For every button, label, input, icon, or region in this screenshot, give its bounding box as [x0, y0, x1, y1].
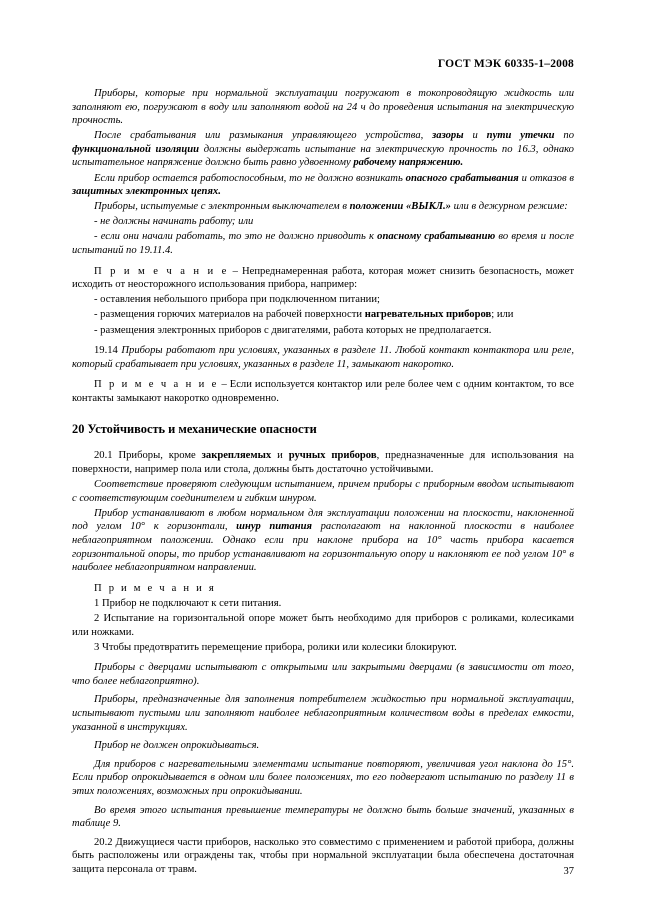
paragraph: [72, 693, 574, 734]
text-run: 20.2 Движущиеся части приборов, насколько это совместимо с применением и работой прибора, должны быть расположены или ограждены так, чтобы при нормальной эксплуатации была обеспечена достаточная защита персонала от травм.: [72, 836, 574, 875]
text-run: по: [554, 130, 575, 142]
paragraph: [72, 597, 574, 611]
text-run: 19.14: [94, 345, 122, 357]
paragraph: [72, 758, 574, 799]
text-run: Во время этого испытания превышение температуры не должно быть больше значений, указанных в таблице 9.: [72, 804, 574, 830]
paragraph: [72, 836, 574, 877]
text-run: положении «ВЫКЛ.»: [349, 201, 451, 213]
text-run: Для приборов с нагревательными элементами испытание повторяют, увеличивая угол наклона до 15°. Если прибор опрокидывается в одном или более положениях, то его подвергают испытанию по разделу 11 в этих положениях, возможных при опрокидывании.: [72, 758, 574, 798]
paragraph: [72, 507, 574, 575]
text-run: 20.1 Приборы, кроме: [94, 450, 202, 462]
paragraph: [72, 265, 574, 292]
text-run: закрепляемых: [201, 450, 272, 462]
paragraph: [72, 661, 574, 688]
text-run: – Непреднамеренная работа, которая может снизить безопасность, может исходить от неосторожного использования прибора, например:: [72, 265, 574, 291]
text-run: нагревательных приборов: [364, 309, 492, 321]
text-run: – Если используется контактор или реле более чем с одним контактом, то все контакты замыкают накоротко одновременно.: [72, 379, 575, 404]
paragraph: [72, 478, 574, 505]
text-run: рабочему напряжению.: [353, 157, 464, 169]
text-run: П р и м е ч а н и е: [94, 265, 229, 277]
text-run: - не должны начинать работу; или: [94, 216, 254, 228]
text-run: Приборы работают при условиях, указанных в разделе 11. Любой контакт контактора или реле, который срабатывает при условиях, указанных в разделе 11, замыкают накоротко.: [72, 345, 574, 370]
text-run: 3 Чтобы предотвратить перемещение прибора, ролики или колесики блокируют.: [94, 641, 457, 653]
text-run: - если они начали работать, то это не должно приводить к: [94, 231, 378, 243]
text-run: - оставления небольшого прибора при подключенном питании;: [94, 294, 380, 306]
text-run: , предназначенные для использования на поверхности, например пола или стола, должны быть достаточно устойчивыми.: [72, 450, 575, 476]
paragraph: [72, 87, 574, 128]
text-run: Приборы, которые при нормальной эксплуатации погружают в токопроводящую жидкость или заполняют ею, погружают в воду или заполняют водой на 24 ч до проведения испытания на электрическую прочность.: [72, 88, 574, 127]
body-text-block-lower: [72, 449, 574, 876]
text-run: защитных электронных цепях.: [72, 186, 221, 198]
text-run: - размещения горючих материалов на рабочей поверхности: [94, 309, 365, 321]
text-run: во время и после испытаний по 19.11.4.: [72, 231, 574, 257]
paragraph: [72, 324, 574, 338]
text-run: П р и м е ч а н и е: [94, 379, 219, 391]
text-run: функциональной изоляции: [72, 143, 200, 155]
text-run: - размещения электронных приборов с двигателями, работа которых не предполагается.: [94, 324, 492, 336]
paragraph: [72, 230, 574, 257]
text-run: и: [271, 450, 289, 462]
text-run: 1 Прибор не подключают к сети питания.: [94, 597, 282, 609]
text-run: Прибор не должен опрокидываться.: [94, 740, 260, 752]
page-content: [72, 58, 574, 878]
standard-reference: ГОСТ МЭК 60335-1–2008: [437, 58, 574, 70]
text-run: После срабатывания или размыкания управляющего устройства,: [94, 130, 433, 142]
text-run: и: [463, 130, 487, 142]
section-number: 20: [72, 422, 85, 437]
paragraph: [72, 172, 574, 199]
text-run: зазоры: [432, 130, 464, 142]
text-run: располагают на наклонной плоскости в наиболее неблагоприятном положении. Однако если при наклоне прибора на 10° часть прибора касается горизонтальной опоры, то прибор устанавливают на горизонтальную опору и наклоняют ее под углом 10° в наиболее неблагоприятном направлении.: [72, 521, 575, 574]
text-run: ; или: [491, 309, 514, 321]
paragraph: [72, 308, 574, 322]
body-text-block-upper: [72, 87, 574, 405]
text-run: Приборы с дверцами испытывают с открытыми или закрытыми дверцами (в зависимости от того, что более неблагоприятно).: [72, 662, 574, 687]
text-run: Если прибор остается работоспособным, то не должно возникать: [94, 172, 406, 184]
text-run: шнур питания: [236, 521, 312, 533]
paragraph: [72, 129, 574, 170]
text-run: П р и м е ч а н и я: [94, 582, 216, 594]
text-run: или в дежурном режиме:: [450, 201, 568, 213]
section-heading: [72, 422, 574, 437]
paragraph: [72, 641, 574, 655]
paragraph: [72, 344, 574, 371]
document-header: [72, 58, 574, 70]
text-run: Приборы, предназначенные для заполнения потребителем жидкостью при нормальной эксплуатации, испытывают пустыми или заполняют наиболее неблагоприятным количеством воды в пределах емкости, указанной в инструкциях.: [72, 694, 574, 733]
page-number: 37: [563, 866, 574, 877]
text-run: 2 Испытание на горизонтальной опоре может быть необходимо для приборов с роликами, колесиками или ножками.: [72, 613, 574, 638]
text-run: должны выдержать испытание на электрическую прочность по 16.3, однако испытательное напряжение должно быть равно удвоенному: [72, 143, 574, 169]
paragraph: [72, 449, 574, 476]
paragraph: [72, 612, 574, 639]
paragraph: [72, 582, 574, 596]
text-run: пути утечки: [486, 130, 555, 142]
text-run: ручных приборов: [288, 450, 377, 462]
paragraph: [72, 739, 574, 753]
text-run: Приборы, испытуемые с электронным выключателем в: [94, 201, 350, 213]
paragraph: [72, 293, 574, 307]
text-run: Соответствие проверяют следующим испытанием, причем приборы с приборным вводом испытывают с соответствующим соединителем и гибким шнуром.: [72, 479, 574, 504]
paragraph: [72, 200, 574, 214]
text-run: опасного срабатывания: [405, 172, 519, 184]
text-run: опасному срабатыванию: [377, 231, 496, 243]
text-run: Прибор устанавливают в любом нормальном для эксплуатации положении на плоскости, наклоненной под углом 10° к горизонтали,: [72, 507, 574, 533]
section-title: Устойчивость и механические опасности: [87, 422, 317, 437]
text-run: и отказов в: [518, 172, 574, 184]
paragraph: [72, 804, 574, 831]
paragraph: [72, 215, 574, 229]
paragraph: [72, 378, 574, 405]
